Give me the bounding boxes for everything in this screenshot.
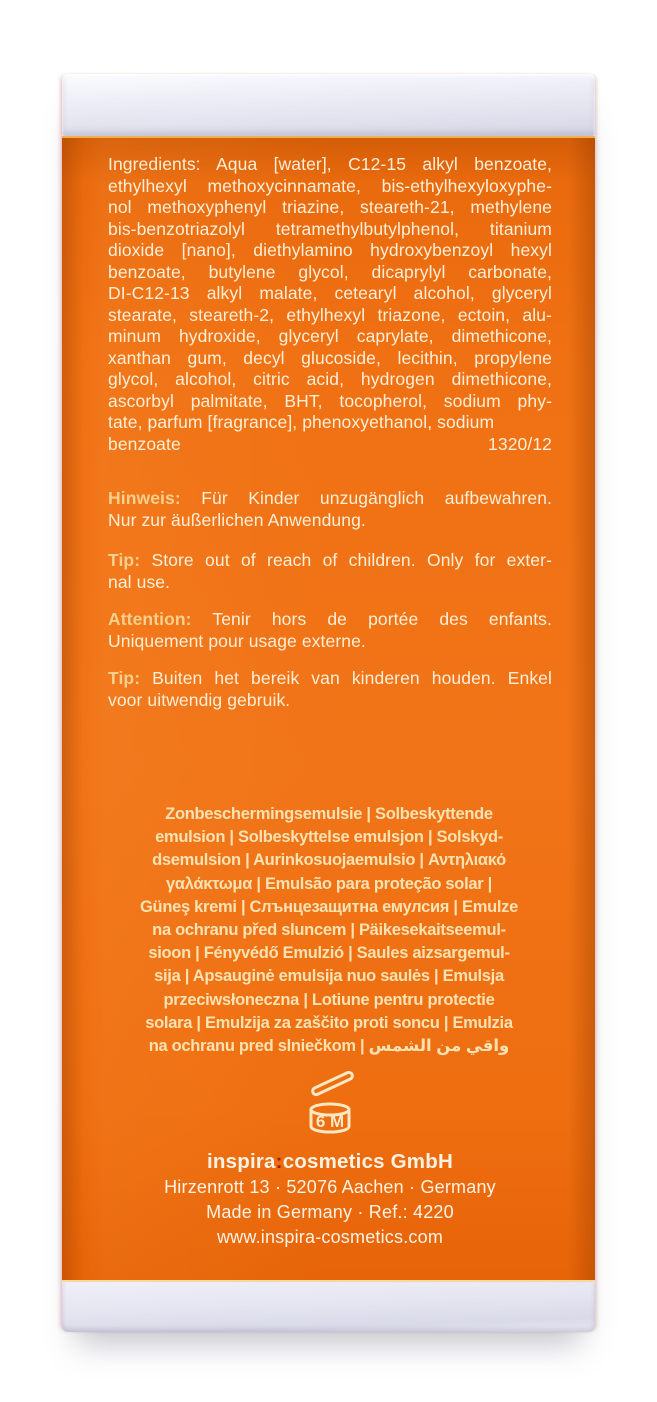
text-line: xanthan gum, decyl glucoside, lecithin, propylene [108, 347, 552, 368]
text-line: emulsion | Solbeskyttelse emulsjon | Solskyd- [155, 828, 503, 847]
text-line: Tip: Store out of reach of children. Only for exter- [108, 550, 552, 570]
text-line: minum hydroxide, glyceryl caprylate, dimethicone, [108, 326, 552, 346]
warning-label: Tip: [108, 668, 141, 688]
text-line: Nur zur äußerlichen Anwendung. [108, 509, 366, 530]
warning-label: Attention: [108, 609, 192, 629]
text-line: ethylhexyl methoxycinnamate, bis-ethylhexyloxyphe- [108, 175, 552, 196]
warning-fr [108, 609, 552, 652]
open-jar-period-after-opening-icon [294, 1071, 366, 1139]
company-footer [108, 1149, 552, 1250]
text-line: bis-benzotriazolyl tetramethylbutylphenol, titanium [108, 218, 552, 239]
text-line: Uniquement pour usage externe. [108, 630, 366, 651]
box-top-flap [62, 74, 595, 136]
text-line: na ochranu pred slniečkom | واقي من الشمس [148, 1037, 510, 1056]
warning-nl [108, 668, 552, 711]
text-line: benzoate, butylene glycol, dicaprylyl carbonate, [108, 261, 552, 282]
text-line: solara | Emulzija za zaščito proti soncu | Emulzia [145, 1013, 513, 1032]
text-line: Hinweis: Für Kinder unzugänglich aufbewahren. [108, 488, 552, 508]
ingredients-last-line [108, 434, 552, 456]
batch-code: 1320/12 [488, 433, 552, 454]
pao-icon-wrap [108, 1071, 552, 1139]
text-line: ascorbyl palmitate, BHT, tocopherol, sodium phy- [108, 390, 552, 411]
company-origin-ref: Made in Germany · Ref.: 4220 [206, 1202, 454, 1223]
text-line: Güneş kremi | Слънцезащитна емулсия | Emulze [140, 897, 518, 916]
text-line: nal use. [108, 571, 171, 592]
text-line: sioon | Fényvédő Emulzió | Saules aizsargemul- [148, 944, 510, 963]
text-line: dsemulsion | Aurinkosuojaemulsio | Αντηλιακό [152, 851, 506, 870]
box-bottom-flap [62, 1282, 595, 1332]
text-line: voor uitwendig gebruik. [108, 689, 291, 710]
product-box [62, 74, 595, 1332]
text-line: Tip: Buiten het bereik van kinderen houden. Enkel [108, 668, 552, 688]
company-name-colon: : [275, 1150, 283, 1174]
warning-de [108, 488, 552, 531]
company-name-rest: cosmetics GmbH [282, 1150, 453, 1174]
ingredients-last-word: benzoate [108, 433, 181, 454]
ingredients-paragraph [108, 154, 552, 455]
text-line: Ingredients: Aqua [water], C12-15 alkyl benzoate, [108, 154, 552, 174]
company-name [108, 1149, 552, 1175]
box-back-panel [62, 136, 595, 1282]
text-line: dioxide [nano], diethylamino hydroxybenzoyl hexyl [108, 240, 552, 260]
text-line: stearate, steareth-2, ethylhexyl triazone, ectoin, alu- [108, 304, 552, 325]
text-line: γαλάκτωμα | Emulsão para proteção solar | [166, 874, 492, 893]
pao-months-label: 6 M [315, 1112, 345, 1132]
text-line: DI-C12-13 alkyl malate, cetearyl alcohol, glyceryl [108, 283, 552, 303]
text-line: przeciwsłoneczna | Lotiune pentru protectie [163, 990, 495, 1009]
product-names-paragraph [94, 803, 564, 1058]
warning-label: Tip: [108, 550, 141, 570]
text-line: Zonbeschermingsemulsie | Solbeskyttende [165, 805, 493, 823]
company-name-brand: inspira [207, 1150, 276, 1174]
warning-label: Hinweis: [108, 488, 181, 508]
company-website: www.inspira-cosmetics.com [216, 1227, 444, 1248]
text-line: sija | Apsauginė emulsija nuo saulės | Emulsja [154, 967, 504, 986]
company-address: Hirzenrott 13 · 52076 Aachen · Germany [164, 1177, 496, 1198]
text-line: na ochranu před sluncem | Päikesekaitseemul- [152, 921, 506, 940]
text-line: nol methoxyphenyl triazine, steareth-21, methylene [108, 197, 552, 217]
text-line: tate, parfum [fragrance], phenoxyethanol, sodium [108, 412, 495, 432]
ingredients-lines [108, 154, 552, 434]
text-line: Attention: Tenir hors de portée des enfants. [108, 609, 552, 629]
text-line: glycol, alcohol, citric acid, hydrogen dimethicone, [108, 369, 552, 389]
warning-en [108, 550, 552, 593]
